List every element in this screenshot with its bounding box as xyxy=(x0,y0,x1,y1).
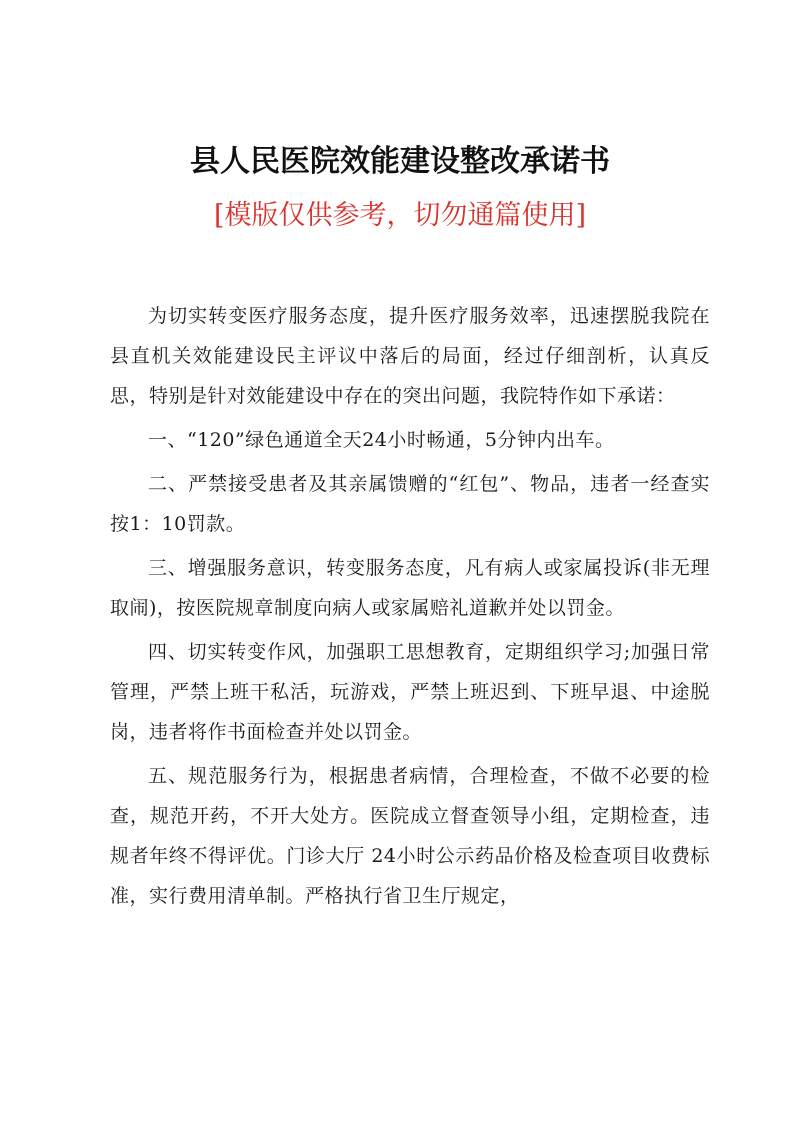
intro-paragraph: 为切实转变医疗服务态度，提升医疗服务效率，迅速摆脱我院在县直机关效能建设民主评议中落后的局面，经过仔细剖析，认真反思，特别是针对效能建设中存在的突出问题，我院特作如下承诺： xyxy=(110,305,710,407)
commitment-item-3: 三、增强服务意识，转变服务态度，凡有病人或家属投诉(非无理取闹)，按医院规章制度向病人或家属赔礼道歉并处以罚金。 xyxy=(110,557,710,619)
commitment-item-4: 四、切实转变作风，加强职工思想教育，定期组织学习;加强日常管理，严禁上班干私活，玩游戏，严禁上班迟到、下班早退、中途脱岗，违者将作书面检查并处以罚金。 xyxy=(110,641,710,743)
template-notice: [模版仅供参考，切勿通篇使用] xyxy=(213,200,587,231)
document-title: 县人民医院效能建设整改承诺书 xyxy=(190,144,610,179)
commitment-item-1: 一、“120”绿色通道全天24小时畅通，5分钟内出车。 xyxy=(148,429,615,451)
commitment-item-2: 二、严禁接受患者及其亲属馈赠的“红包”、物品，违者一经查实按1：10罚款。 xyxy=(110,473,710,535)
document-body xyxy=(110,296,710,916)
commitment-item-5: 五、规范服务行为，根据患者病情，合理检查，不做不必要的检查，规范开药，不开大处方。医院成立督查领导小组，定期检查，违规者年终不得评优。门诊大厅 24小时公示药品价格及检查项目收费标准，实行费用清单制。严格执行省卫生厅规定， xyxy=(110,765,710,907)
